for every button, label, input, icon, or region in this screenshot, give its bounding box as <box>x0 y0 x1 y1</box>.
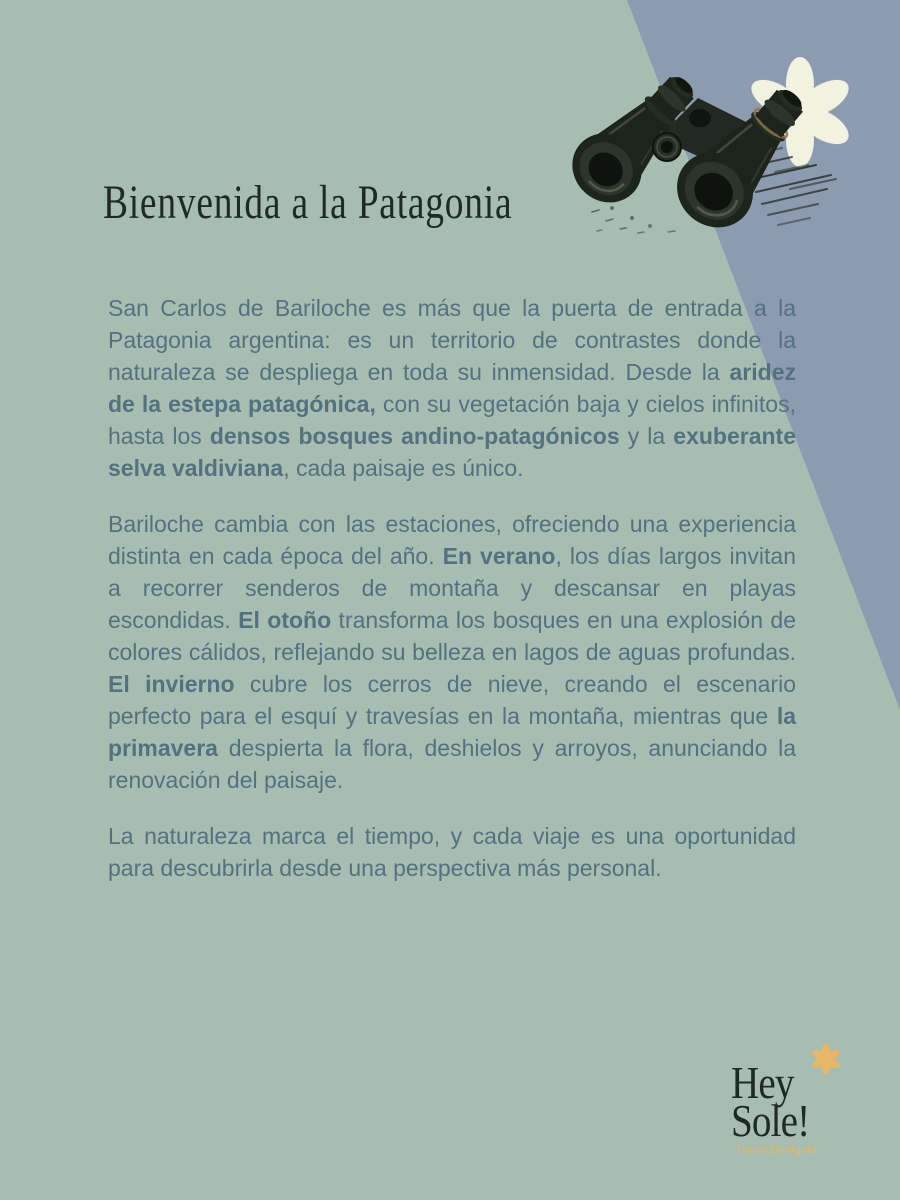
logo-flower-icon <box>811 1044 841 1074</box>
paragraph-1: San Carlos de Bariloche es más que la puerta de entrada a la Patagonia argentina: es un territorio de contrastes donde la naturaleza se despliega en toda su inmensidad. Desde la aridez de la estepa patagónica, con su vegetación baja y cielos infinitos, hasta los densos bosques andino-patagónicos y la exuberante selva valdiviana, cada paisaje es único. <box>108 295 797 481</box>
paragraph-3: La naturaleza marca el tiempo, y cada viaje es una oportunidad para descubrirla desde una perspectiva más personal. <box>108 823 796 881</box>
body-text <box>108 292 796 884</box>
page-title: Bienvenida a la Patagonia <box>103 176 513 229</box>
logo-text-sole: Sole! <box>731 1095 810 1146</box>
logo-text-hey: Hey <box>731 1057 794 1108</box>
paragraph-2: Bariloche cambia con las estaciones, ofreciendo una experiencia distinta en cada época del año. En verano, los días largos invitan a recorrer senderos de montaña y descansar en playas escondidas. El otoño transforma los bosques en una explosión de colores cálidos, reflejando su belleza en lagos de aguas profundas. El invierno cubre los cerros de nieve, creando el escenario perfecto para el esquí y travesías en la montaña, mientras que la primavera despierta la flora, deshielos y arroyos, anunciando la renovación del paisaje. <box>108 511 796 793</box>
binoculars-focus-wheel <box>653 133 681 161</box>
hey-sole-logo <box>725 1042 855 1172</box>
binoculars-icon <box>550 60 840 250</box>
binoculars-speckles <box>592 207 675 233</box>
logo-tagline: Travel Designer <box>735 1144 819 1156</box>
